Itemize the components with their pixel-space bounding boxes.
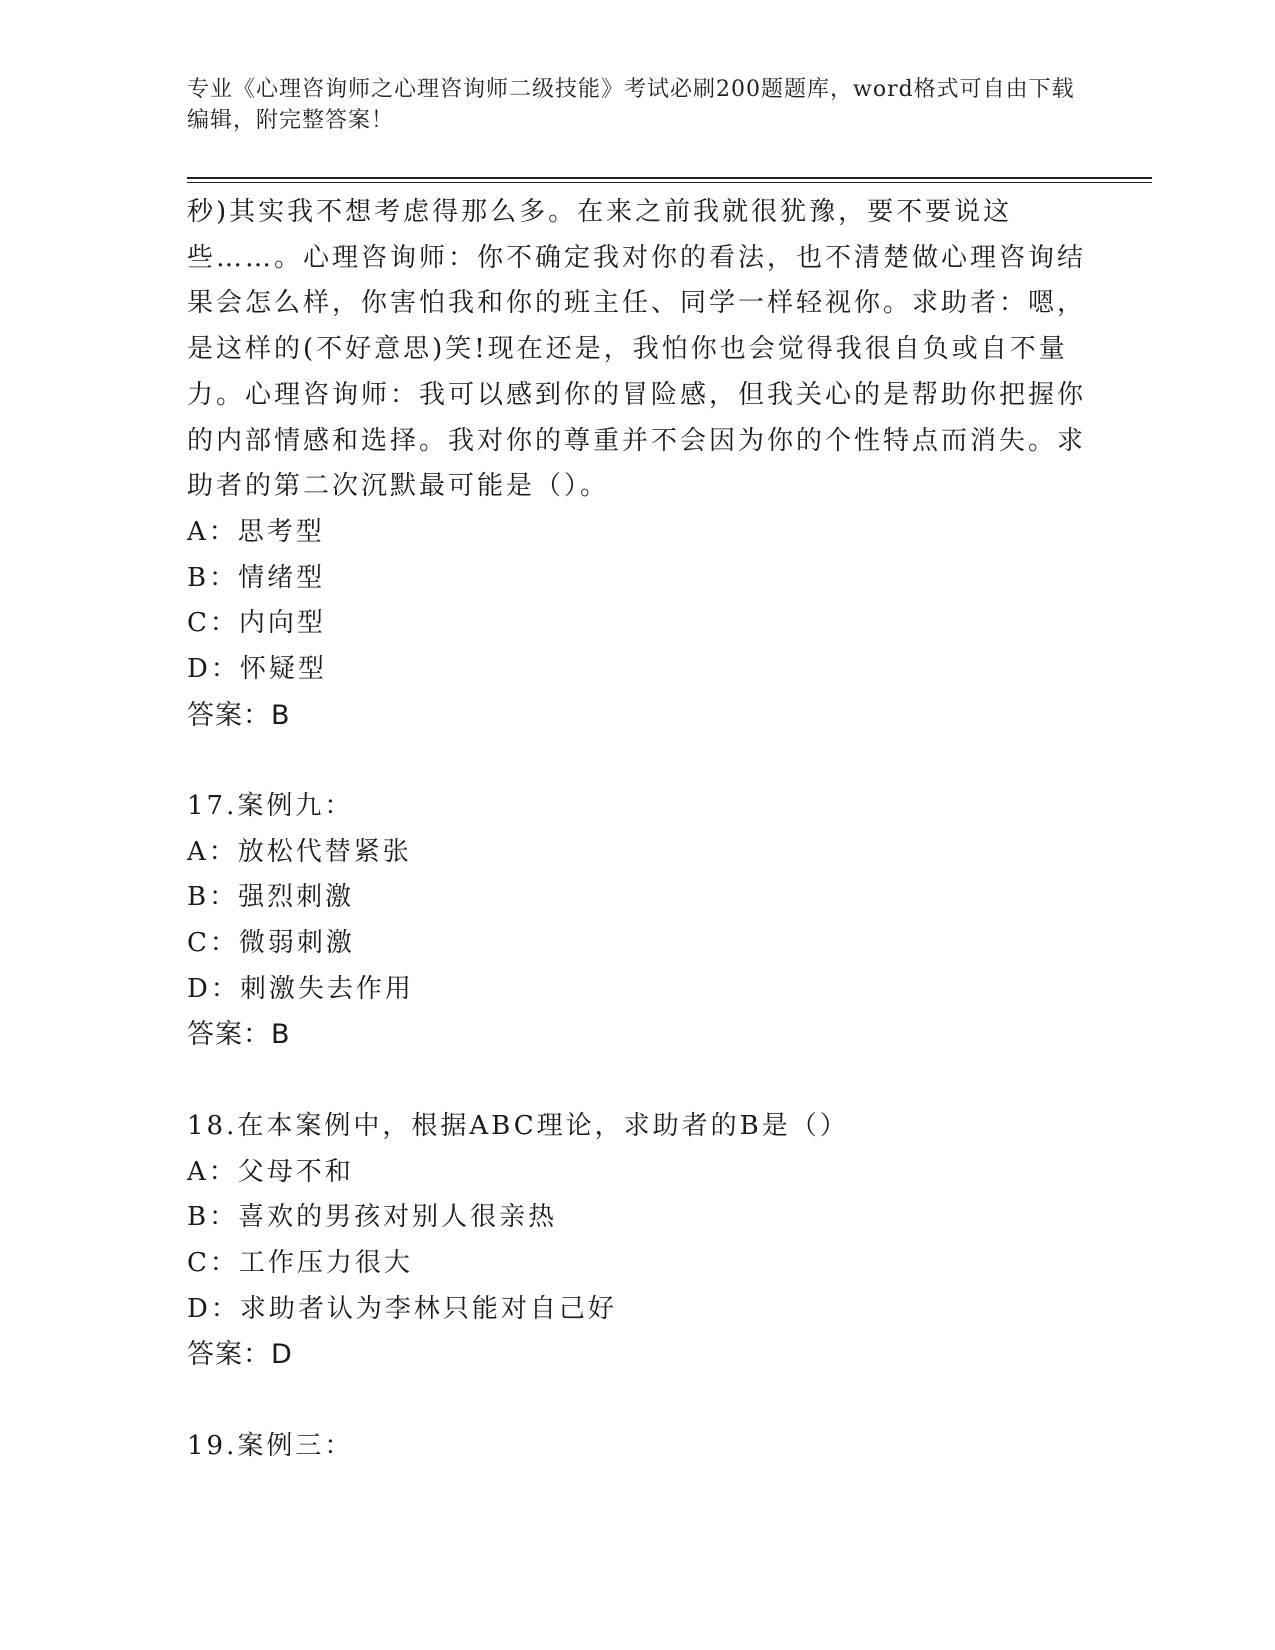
- document-header: 专业《心理咨询师之心理咨询师二级技能》考试必刷200题题库，word格式可自由下载编辑，附完整答案！: [187, 77, 1075, 133]
- option-b: B：情绪型: [187, 562, 326, 593]
- question-stem: 17.案例九：: [187, 791, 354, 822]
- spacer: [187, 1058, 1087, 1104]
- option-c: C：工作压力很大: [187, 1247, 413, 1278]
- option-b: B：强烈刺激: [187, 882, 355, 913]
- question-stem: 19.案例三：: [187, 1430, 354, 1461]
- header-divider-thin: [187, 182, 1152, 183]
- option-d: D：怀疑型: [187, 653, 327, 684]
- option-a: A：父母不和: [187, 1156, 354, 1187]
- answer-line: 答案：B: [187, 699, 291, 731]
- header-divider-thick: [187, 177, 1152, 179]
- option-c: C：内向型: [187, 608, 326, 639]
- option-a: A：思考型: [187, 516, 325, 547]
- option-a: A：放松代替紧张: [187, 836, 412, 867]
- answer-line: 答案：D: [187, 1339, 293, 1371]
- spacer: [187, 1378, 1087, 1424]
- continued-question-text: 秒)其实我不想考虑得那么多。在来之前我就很犹豫，要不要说这些……。心理咨询师：你不确定我对你的看法，也不清楚做心理咨询结果会怎么样，你害怕我和你的班主任、同学一样轻视你。求助者：嗯，是这样的(不好意思)笑!现在还是，我怕你也会觉得我很自负或自不量力。心理咨询师：我可以感到你的冒险感，但我关心的是帮助你把握你的内部情感和选择。我对你的尊重并不会因为你的个性特点而消失。求助者的第二次沉默最可能是（）。: [187, 197, 1087, 502]
- question-stem: 18.在本案例中，根据ABC理论，求助者的B是（）: [187, 1110, 849, 1141]
- option-d: D：求助者认为李林只能对自己好: [187, 1293, 617, 1324]
- option-b: B：喜欢的男孩对别人很亲热: [187, 1202, 558, 1233]
- option-c: C：微弱刺激: [187, 928, 355, 959]
- spacer: [187, 738, 1087, 784]
- document-body: [187, 190, 1087, 1469]
- answer-line: 答案：B: [187, 1019, 291, 1051]
- option-d: D：刺激失去作用: [187, 973, 414, 1004]
